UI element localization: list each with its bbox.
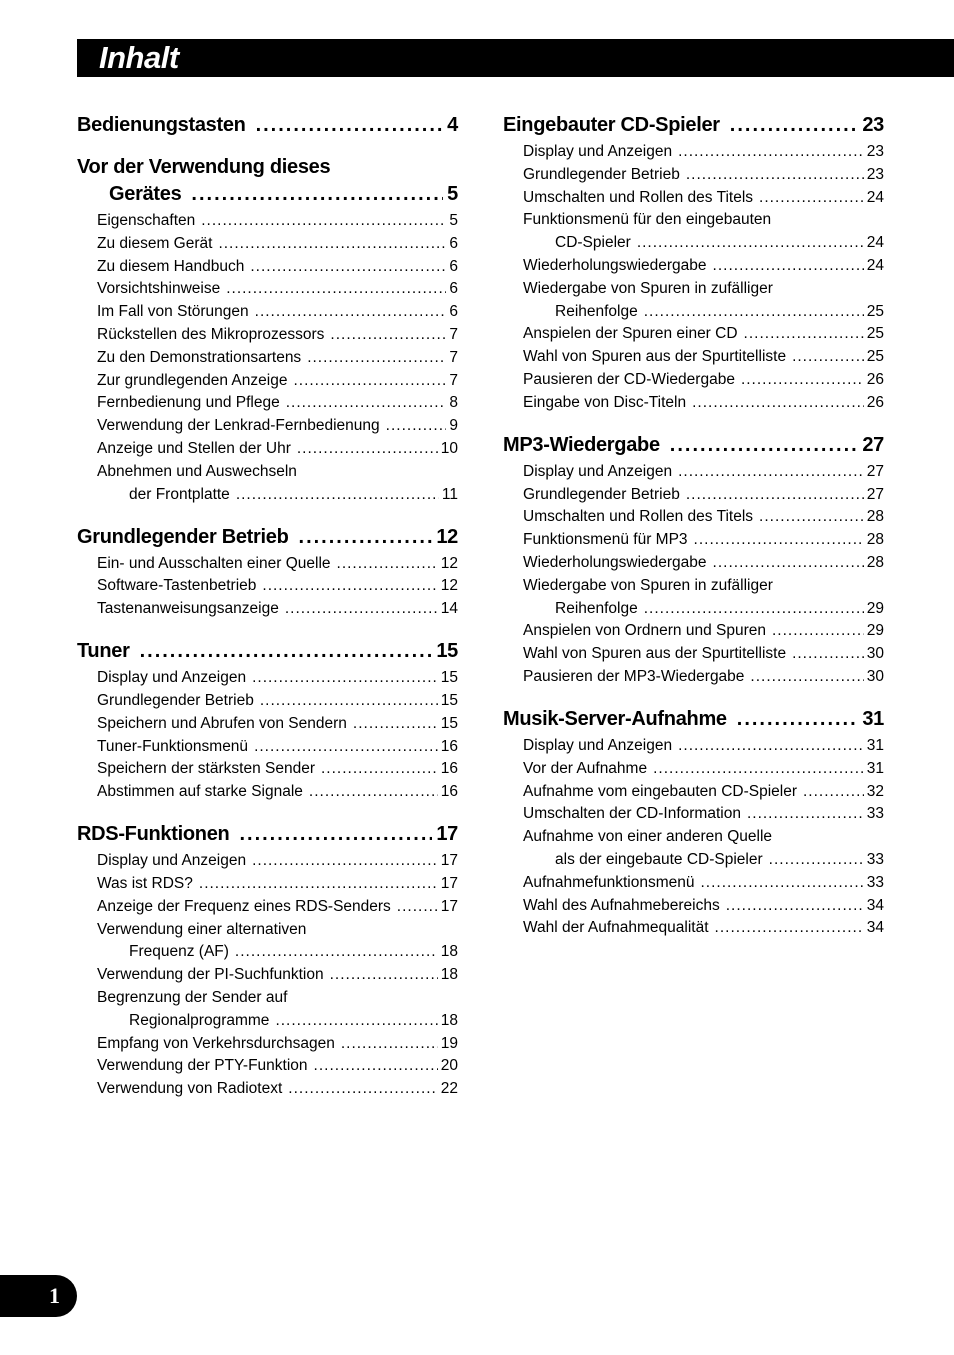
leader-dots — [299, 523, 433, 551]
leader-dots — [235, 941, 438, 963]
page-ref: 32 — [866, 782, 884, 800]
entry-title: Verwendung der PI-Suchfunktion — [97, 966, 324, 984]
section-title: Eingebauter CD-Spieler — [503, 114, 720, 136]
entry-title-line: Aufnahme von einer anderen Quelle — [523, 828, 773, 846]
leader-dots — [236, 484, 439, 506]
leader-dots — [678, 461, 864, 483]
leader-dots — [700, 872, 863, 894]
entry-title: Wahl der Aufnahmequalität — [523, 919, 709, 937]
leader-dots — [254, 736, 438, 758]
toc-entry — [77, 964, 458, 986]
leader-dots — [330, 964, 438, 986]
page-ref: 12 — [440, 554, 458, 572]
entry-title-line: Funktionsmenü für den eingebauten — [523, 211, 772, 229]
toc-entry — [503, 735, 884, 757]
toc-entry — [503, 323, 884, 345]
page-ref: 17 — [436, 823, 458, 846]
entry-title: Wiederholungswiedergabe — [523, 257, 707, 274]
section-title: Tuner — [77, 640, 130, 663]
leader-dots — [285, 598, 438, 620]
page-ref: 7 — [449, 348, 458, 366]
toc-entry — [503, 849, 884, 871]
entry-title-line: Verwendung einer alternativen — [97, 920, 307, 938]
page-ref: 19 — [440, 1034, 458, 1052]
page-ref: 5 — [449, 212, 458, 229]
leader-dots — [252, 850, 438, 872]
leader-dots — [741, 369, 864, 391]
entry-title: Umschalten und Rollen des Titels — [523, 188, 754, 206]
toc-entry — [503, 369, 884, 391]
entry-title: Anspielen der Spuren einer CD — [523, 325, 738, 343]
leader-dots — [252, 667, 438, 689]
toc-entry — [503, 392, 884, 414]
leader-dots — [772, 620, 864, 642]
toc-entry — [503, 781, 884, 803]
entry-title: Verwendung der Lenkrad-Fernbedienung — [97, 417, 380, 435]
page-ref: 9 — [449, 417, 458, 435]
toc-entry — [503, 529, 884, 551]
leader-dots — [730, 111, 859, 139]
entry-title: Eigenschaften — [97, 212, 196, 229]
toc-entry — [77, 575, 458, 597]
entry-title: Rückstellen des Mikroprozessors — [97, 326, 325, 343]
toc-entry — [503, 643, 884, 665]
toc-section-heading — [503, 705, 884, 733]
page-ref: 6 — [449, 234, 458, 252]
entry-title: Pausieren der CD-Wiedergabe — [523, 371, 735, 388]
entry-title: der Frontplatte — [129, 485, 230, 503]
page-ref: 28 — [866, 554, 884, 571]
leader-dots — [769, 849, 864, 871]
toc-entry — [77, 370, 458, 392]
entry-title: Frequenz (AF) — [129, 943, 229, 961]
page-ref: 24 — [866, 234, 884, 252]
page-number: 1 — [49, 1283, 60, 1308]
toc-entry — [77, 598, 458, 620]
entry-title: Aufnahme vom eingebauten CD-Spieler — [523, 782, 797, 800]
toc-section-heading — [77, 111, 458, 139]
page-ref: 17 — [440, 875, 458, 892]
page-ref: 6 — [449, 257, 458, 275]
toc-entry — [77, 896, 458, 918]
toc-section-heading — [77, 637, 458, 665]
entry-title: Display und Anzeigen — [97, 669, 247, 687]
leader-dots — [644, 598, 864, 620]
page-ref: 28 — [866, 531, 884, 549]
leader-dots — [353, 713, 438, 735]
entry-title: Was ist RDS? — [97, 875, 193, 892]
page-ref: 22 — [440, 1080, 458, 1098]
page-ref: 27 — [862, 433, 884, 456]
toc-entry — [77, 415, 458, 437]
entry-title: Umschalten und Rollen des Titels — [523, 508, 754, 526]
entry-title: Zu diesem Gerät — [97, 234, 213, 252]
page-ref: 6 — [449, 303, 458, 321]
page-ref: 15 — [440, 669, 458, 687]
entry-title: Software-Tastenbetrieb — [97, 577, 257, 595]
toc-entry — [503, 141, 884, 163]
leader-dots — [293, 370, 446, 392]
toc-section-heading — [77, 523, 458, 551]
leader-dots — [321, 758, 438, 780]
entry-title: Display und Anzeigen — [97, 852, 247, 870]
page-ref: 31 — [862, 708, 884, 730]
leader-dots — [678, 141, 864, 163]
toc-entry — [77, 233, 458, 255]
toc-entry — [77, 1010, 458, 1032]
leader-dots — [670, 431, 859, 459]
leader-dots — [341, 1033, 438, 1055]
toc-entry — [77, 1055, 458, 1077]
leader-dots — [337, 553, 438, 575]
entry-title: Display und Anzeigen — [523, 462, 673, 480]
page-ref: 15 — [440, 692, 458, 709]
page-ref: 23 — [862, 114, 884, 136]
entry-title: Reihenfolge — [555, 599, 638, 617]
page-ref: 12 — [440, 577, 458, 595]
toc-entry — [77, 301, 458, 323]
entry-title: Wahl von Spuren aus der Spurtitelliste — [523, 348, 787, 366]
entry-title: Vorsichtshinweise — [97, 280, 221, 298]
toc-entry — [77, 553, 458, 575]
section-title: Gerätes — [109, 183, 182, 205]
page-ref: 34 — [866, 919, 884, 937]
leader-dots — [250, 256, 446, 278]
entry-title: Zu diesem Handbuch — [97, 257, 245, 275]
entry-title: als der eingebaute CD-Spieler — [555, 851, 763, 868]
toc-entry — [503, 666, 884, 688]
entry-title: Abstimmen auf starke Signale — [97, 783, 303, 801]
leader-dots — [644, 301, 864, 323]
toc-entry — [503, 346, 884, 368]
entry-title: Wahl von Spuren aus der Spurtitelliste — [523, 645, 787, 663]
page-ref: 31 — [866, 759, 884, 777]
toc-entry — [77, 324, 458, 346]
leader-dots — [678, 735, 864, 757]
entry-title: Grundlegender Betrieb — [523, 165, 680, 183]
toc-entry — [503, 164, 884, 186]
toc-entry — [77, 667, 458, 689]
entry-title: Eingabe von Disc-Titeln — [523, 393, 687, 411]
section-title: RDS-Funktionen — [77, 823, 230, 846]
page-ref: 8 — [449, 394, 458, 412]
toc-entry — [503, 620, 884, 642]
entry-title: Wahl des Aufnahmebereichs — [523, 896, 720, 914]
page-ref: 16 — [440, 783, 458, 801]
page-ref: 23 — [866, 143, 884, 160]
toc-entry — [77, 781, 458, 803]
leader-dots — [653, 758, 864, 780]
page-ref: 18 — [440, 966, 458, 984]
entry-title: Anzeige und Stellen der Uhr — [97, 440, 291, 457]
page-ref: 33 — [866, 805, 884, 823]
entry-title: Verwendung der PTY-Funktion — [97, 1057, 308, 1075]
leader-dots — [792, 643, 864, 665]
page-ref: 33 — [866, 873, 884, 891]
leader-dots — [713, 552, 864, 574]
entry-title: Display und Anzeigen — [523, 737, 673, 754]
leader-dots — [226, 278, 446, 300]
leader-dots — [262, 575, 437, 597]
entry-title: Speichern und Abrufen von Sendern — [97, 714, 347, 732]
page-ref: 7 — [449, 326, 458, 343]
leader-dots — [255, 301, 447, 323]
entry-title: Aufnahmefunktionsmenü — [523, 873, 695, 891]
page-ref: 25 — [866, 348, 884, 366]
entry-title: Ein- und Ausschalten einer Quelle — [97, 554, 331, 572]
page-ref: 12 — [436, 525, 458, 548]
entry-title: Speichern der stärksten Sender — [97, 760, 315, 778]
entry-title: Tuner-Funktionsmenü — [97, 737, 249, 755]
page-ref: 18 — [440, 943, 458, 961]
toc-entry — [77, 873, 458, 895]
leader-dots — [309, 781, 438, 803]
entry-title: Zu den Demonstrationsartens — [97, 348, 302, 366]
leader-dots — [686, 164, 864, 186]
toc-entry — [77, 347, 458, 369]
section-title: MP3-Wiedergabe — [503, 433, 660, 456]
leader-dots — [275, 1010, 437, 1032]
toc-section-heading — [503, 431, 884, 459]
toc-entry — [503, 255, 884, 277]
toc-section-heading — [503, 111, 884, 139]
page-number-badge — [0, 1275, 77, 1317]
toc-entry — [77, 1033, 458, 1055]
leader-dots — [397, 896, 438, 918]
page-ref: 25 — [866, 302, 884, 320]
leader-dots — [726, 895, 864, 917]
page-ref: 24 — [866, 257, 884, 274]
page-ref: 7 — [449, 371, 458, 389]
page-ref: 24 — [866, 188, 884, 206]
toc-entry — [77, 690, 458, 712]
toc-entry — [77, 438, 458, 460]
page-ref: 31 — [866, 737, 884, 754]
toc-entry — [503, 872, 884, 894]
leader-dots — [201, 210, 446, 232]
toc-entry — [503, 301, 884, 323]
toc-entry — [503, 506, 884, 528]
toc-entry — [503, 598, 884, 620]
leader-dots — [386, 415, 447, 437]
leader-dots — [737, 705, 859, 733]
entry-title: Wiederholungswiedergabe — [523, 554, 707, 571]
toc-entry — [77, 713, 458, 735]
entry-title: Im Fall von Störungen — [97, 303, 249, 321]
toc-entry — [503, 232, 884, 254]
page-ref: 15 — [440, 714, 458, 732]
page-ref: 4 — [447, 114, 458, 136]
toc-entry — [77, 850, 458, 872]
page-ref: 16 — [440, 760, 458, 778]
toc-entry — [503, 895, 884, 917]
section-title: Musik-Server-Aufnahme — [503, 708, 727, 730]
leader-dots — [199, 873, 438, 895]
leader-dots — [744, 323, 864, 345]
toc-entry — [503, 187, 884, 209]
toc-section-heading — [77, 820, 458, 848]
page-ref: 28 — [866, 508, 884, 526]
toc-entry — [503, 803, 884, 825]
entry-title: Zur grundlegenden Anzeige — [97, 371, 288, 389]
entry-title: CD-Spieler — [555, 234, 631, 252]
page-ref: 10 — [440, 440, 458, 457]
toc-entry — [77, 758, 458, 780]
page-ref: 15 — [436, 640, 458, 663]
title-bar — [77, 39, 954, 77]
page-ref: 29 — [866, 622, 884, 640]
page-title: Inhalt — [99, 40, 179, 75]
page-ref: 5 — [447, 183, 458, 205]
toc-entry — [77, 736, 458, 758]
page-ref: 26 — [866, 371, 884, 388]
entry-title-line: Wiedergabe von Spuren in zufälliger — [523, 279, 773, 297]
leader-dots — [792, 346, 864, 368]
page-ref: 27 — [866, 485, 884, 503]
entry-title: Pausieren der MP3-Wiedergabe — [523, 668, 745, 685]
entry-title: Verwendung von Radiotext — [97, 1080, 283, 1098]
entry-title-line: Begrenzung der Sender auf — [97, 989, 288, 1006]
entry-title: Umschalten der CD-Information — [523, 805, 741, 823]
toc-entry — [77, 1078, 458, 1100]
entry-title: Display und Anzeigen — [523, 143, 673, 160]
leader-dots — [140, 637, 433, 665]
entry-title: Reihenfolge — [555, 302, 638, 320]
page-ref: 34 — [866, 896, 884, 914]
leader-dots — [314, 1055, 438, 1077]
leader-dots — [256, 111, 444, 139]
leader-dots — [803, 781, 864, 803]
toc-entry — [77, 941, 458, 963]
leader-dots — [715, 917, 864, 939]
toc-entry — [77, 256, 458, 278]
page-ref: 23 — [866, 165, 884, 183]
page-ref: 30 — [866, 645, 884, 663]
page-ref: 17 — [440, 852, 458, 870]
toc-entry — [503, 484, 884, 506]
entry-title-line: Wiedergabe von Spuren in zufälliger — [523, 576, 773, 594]
toc-section-heading — [77, 180, 458, 208]
page-ref: 30 — [866, 668, 884, 685]
entry-title: Anzeige der Frequenz eines RDS-Senders — [97, 897, 391, 915]
entry-title: Funktionsmenü für MP3 — [523, 531, 688, 549]
section-title: Grundlegender Betrieb — [77, 525, 289, 548]
page-ref: 18 — [440, 1011, 458, 1029]
page-ref: 6 — [449, 280, 458, 298]
entry-title: Fernbedienung und Pflege — [97, 394, 280, 412]
page-ref: 29 — [866, 599, 884, 617]
leader-dots — [686, 484, 864, 506]
entry-title: Empfang von Verkehrsdurchsagen — [97, 1034, 335, 1052]
leader-dots — [286, 392, 447, 414]
leader-dots — [307, 347, 446, 369]
page-ref: 26 — [866, 393, 884, 411]
leader-dots — [759, 187, 864, 209]
entry-title: Grundlegender Betrieb — [97, 692, 254, 709]
leader-dots — [260, 690, 438, 712]
entry-title: Anspielen von Ordnern und Spuren — [523, 622, 766, 640]
page-ref: 17 — [440, 897, 458, 915]
page-ref: 27 — [866, 462, 884, 480]
toc-entry — [503, 917, 884, 939]
entry-title: Grundlegender Betrieb — [523, 485, 680, 503]
leader-dots — [692, 392, 864, 414]
toc-entry — [503, 552, 884, 574]
page-ref: 25 — [866, 325, 884, 343]
entry-title-line: Abnehmen und Auswechseln — [97, 462, 297, 480]
toc-entry — [77, 210, 458, 232]
toc-entry — [77, 484, 458, 506]
leader-dots — [637, 232, 864, 254]
entry-title: Vor der Aufnahme — [523, 759, 648, 777]
leader-dots — [694, 529, 864, 551]
page-ref: 14 — [440, 600, 458, 618]
leader-dots — [750, 666, 863, 688]
entry-title: Tastenanweisungsanzeige — [97, 600, 279, 618]
leader-dots — [330, 324, 446, 346]
section-title: Bedienungstasten — [77, 114, 246, 136]
entry-title: Regionalprogramme — [129, 1011, 270, 1029]
toc-entry — [77, 392, 458, 414]
leader-dots — [191, 180, 443, 208]
leader-dots — [713, 255, 864, 277]
page-ref: 33 — [866, 851, 884, 868]
leader-dots — [297, 438, 438, 460]
leader-dots — [218, 233, 446, 255]
leader-dots — [288, 1078, 437, 1100]
leader-dots — [239, 820, 432, 848]
leader-dots — [747, 803, 864, 825]
page-ref: 20 — [440, 1057, 458, 1075]
toc-entry — [77, 278, 458, 300]
page-ref: 16 — [440, 737, 458, 755]
toc-entry — [503, 758, 884, 780]
page-ref: 11 — [441, 485, 458, 503]
section-title-line: Vor der Verwendung dieses — [77, 156, 331, 178]
leader-dots — [759, 506, 864, 528]
toc-entry — [503, 461, 884, 483]
